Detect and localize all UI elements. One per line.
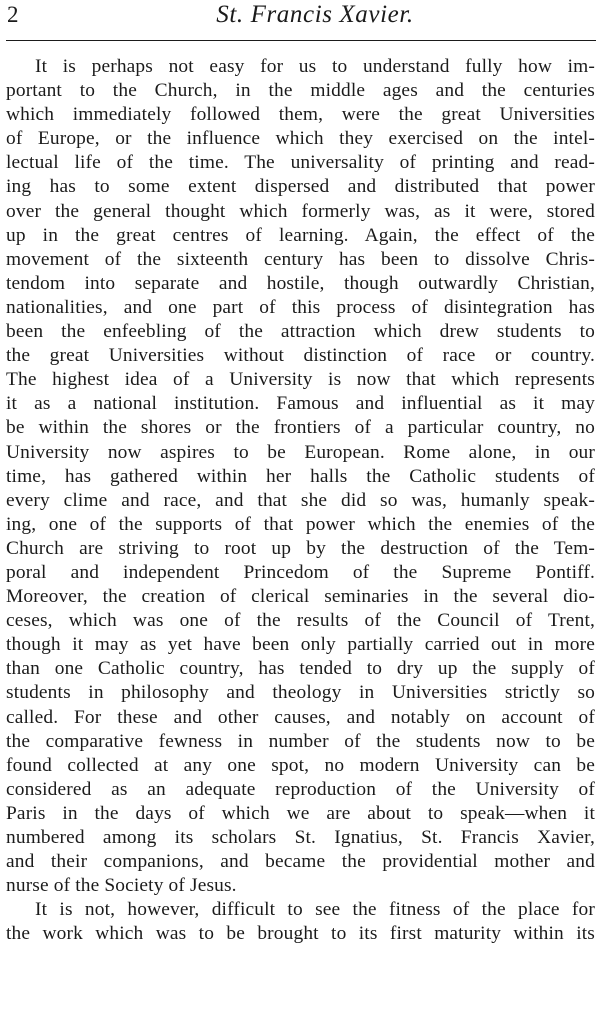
text-line: students in philosophy and theology in Universities strictly so <box>6 682 595 704</box>
text-line: it as a national institution. Famous and influential as it may <box>6 393 595 415</box>
text-line: than one Catholic country, has tended to dry up the supply of <box>6 658 595 680</box>
text-line: poral and independent Princedom of the Supreme Pontiff. <box>6 561 595 583</box>
text-line: numbered among its scholars St. Ignatius, St. Francis Xavier, <box>6 827 595 848</box>
text-line: over the general thought which formerly was, as it were, stored <box>6 200 595 222</box>
page-header <box>0 0 600 36</box>
text-line: been the enfeebling of the attraction which drew students to <box>6 321 595 343</box>
text-line: which immediately followed them, were the great Universities <box>6 104 595 126</box>
text-line: be within the shores or the frontiers of a particular country, no <box>6 417 595 439</box>
text-line: the comparative fewness in number of the students now to be <box>6 730 595 752</box>
text-line: The highest idea of a University is now that which represents <box>6 369 595 391</box>
text-line: nurse of the Society of Jesus. <box>6 875 237 897</box>
body-text <box>6 55 595 946</box>
text-line: called. For these and other causes, and notably on account of <box>6 706 595 728</box>
text-line: ing, one of the supports of that power which the enemies of the <box>6 513 595 535</box>
text-line: It is not, however, difficult to see the fitness of the place for <box>35 899 595 921</box>
text-line: the great Universities without distinction of race or country. <box>6 345 595 367</box>
text-line: portant to the Church, in the middle ages and the centuries <box>6 80 595 102</box>
text-line: It is perhaps not easy for us to understand fully how im- <box>35 56 595 77</box>
text-line: ceses, which was one of the results of the Council of Trent, <box>6 610 595 632</box>
text-line: up in the great centres of learning. Again, the effect of the <box>6 224 595 246</box>
text-line: and their companions, and became the providential mother and <box>6 851 595 873</box>
text-line: Moreover, the creation of clerical seminaries in the several dio- <box>6 586 595 608</box>
text-line: movement of the sixteenth century has been to dissolve Chris- <box>6 248 595 270</box>
text-line: time, has gathered within her halls the Catholic students of <box>6 465 595 487</box>
text-line: nationalities, and one part of this process of disintegration has <box>6 296 595 318</box>
text-line: ing has to some extent dispersed and distributed that power <box>6 176 595 198</box>
header-rule <box>6 40 596 41</box>
text-line: Paris in the days of which we are about to speak—when it <box>6 802 595 824</box>
text-line: every clime and race, and that she did so was, humanly speak- <box>6 489 595 511</box>
text-line: tendom into separate and hostile, though outwardly Christian, <box>6 272 595 294</box>
text-line: though it may as yet have been only partially carried out in more <box>6 634 595 656</box>
text-line: University now aspires to be European. Rome alone, in our <box>6 441 595 463</box>
text-line: found collected at any one spot, no modern University can be <box>6 754 595 776</box>
text-line: considered as an adequate reproduction of the University of <box>6 778 595 800</box>
text-line: of Europe, or the influence which they exercised on the intel- <box>6 128 595 150</box>
text-line: the work which was to be brought to its first maturity within its <box>6 923 595 945</box>
text-line: Church are striving to root up by the destruction of the Tem- <box>6 537 595 559</box>
page-number: 2 <box>7 2 19 27</box>
running-title: St. Francis Xavier. <box>216 1 414 28</box>
text-line: lectual life of the time. The universality of printing and read- <box>6 152 595 174</box>
